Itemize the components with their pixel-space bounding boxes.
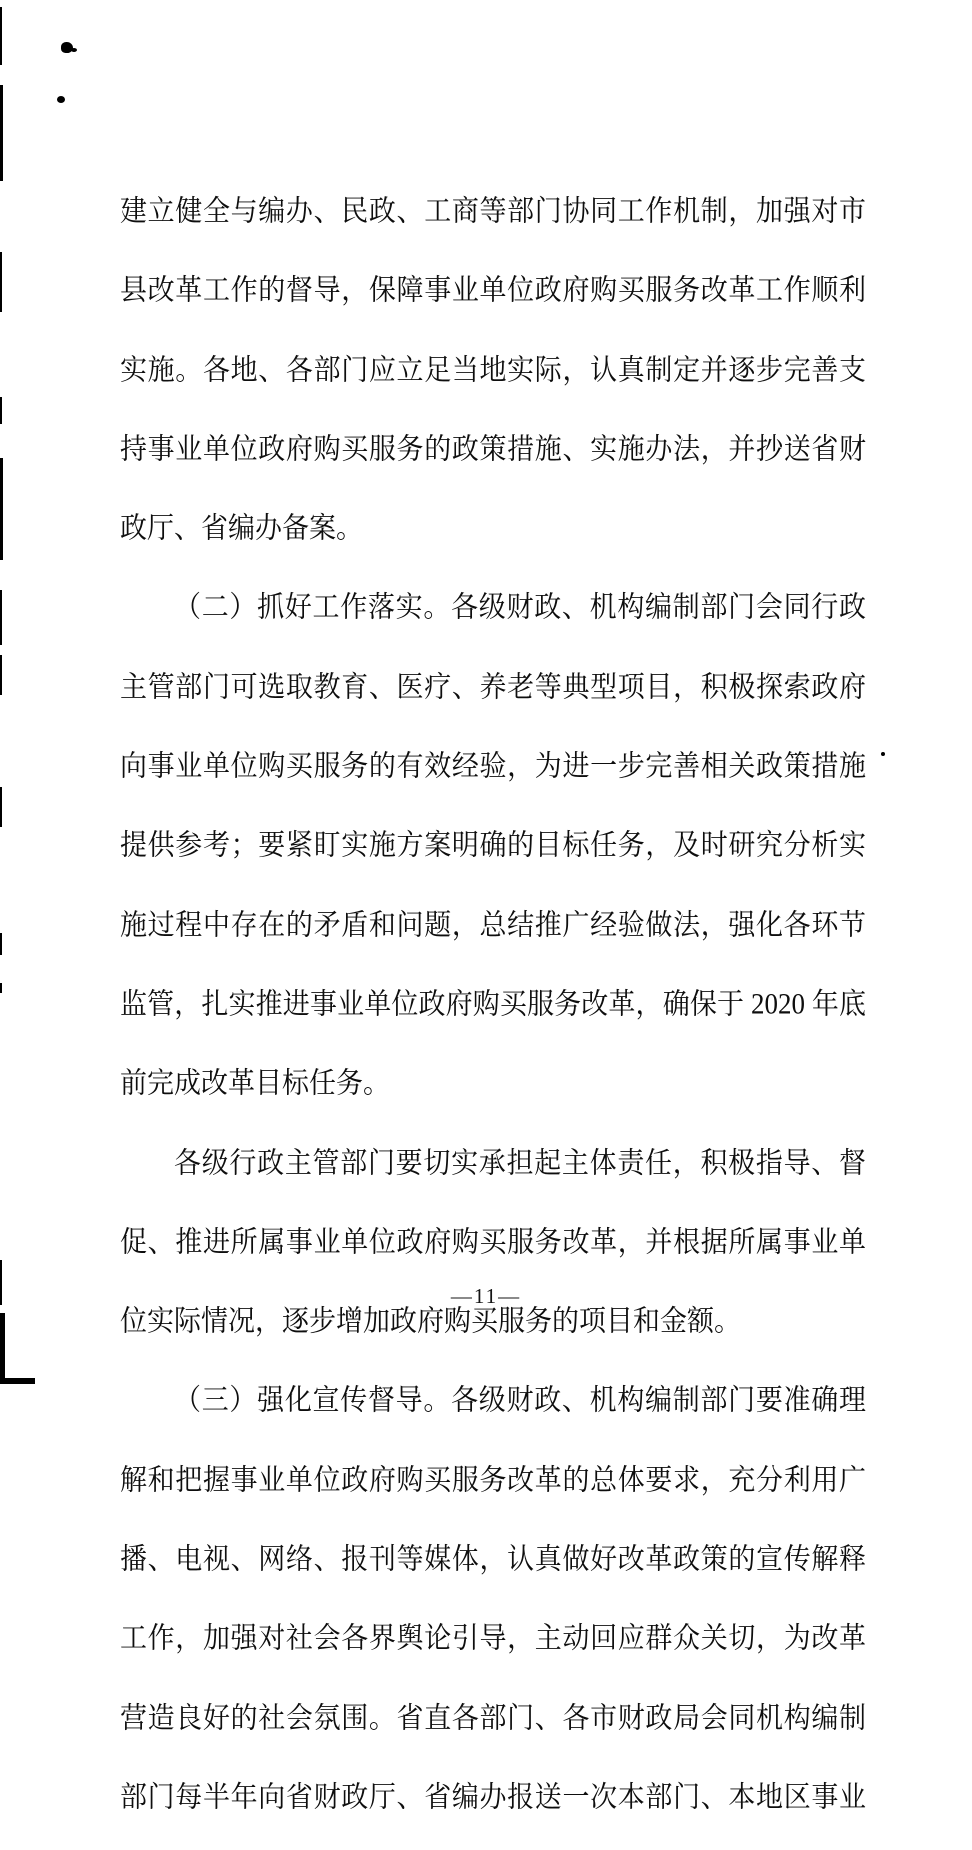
document-body xyxy=(120,158,866,1850)
text-line: 部门每半年向省财政厅、省编办报送一次本部门、本地区事业 xyxy=(120,1780,866,1814)
scan-edge-artifact xyxy=(0,983,2,993)
text-line: 位实际情况，逐步增加政府购买服务的项目和金额。 xyxy=(120,1304,741,1338)
scan-edge-artifact xyxy=(0,590,2,645)
text-line: 促、推进所属事业单位政府购买服务改革，并根据所属事业单 xyxy=(120,1225,866,1259)
text-line: （三）强化宣传督导。各级财政、机构编制部门要准确理 xyxy=(174,1384,866,1417)
scan-edge-artifact xyxy=(0,458,3,560)
text-line: 营造良好的社会氛围。省直各部门、各市财政局会同机构编制 xyxy=(120,1701,866,1734)
ink-speck xyxy=(881,752,885,756)
scan-edge-artifact xyxy=(0,85,3,181)
text-line: 解和把握事业单位政府购买服务改革的总体要求，充分利用广 xyxy=(120,1463,866,1496)
text-line: 县改革工作的督导，保障事业单位政府购买服务改革工作顺利 xyxy=(120,274,866,307)
text-line: 施过程中存在的矛盾和问题，总结推广经验做法，强化各环节 xyxy=(120,908,866,941)
text-line: 播、电视、网络、报刊等媒体，认真做好改革政策的宣传解释 xyxy=(120,1542,866,1576)
scan-edge-artifact xyxy=(0,655,2,695)
text-line: 实施。各地、各部门应立足当地实际，认真制定并逐步完善支 xyxy=(120,353,866,386)
scan-edge-artifact xyxy=(0,7,2,65)
scan-edge-artifact xyxy=(0,397,2,424)
text-line: （二）抓好工作落实。各级财政、机构编制部门会同行政 xyxy=(174,591,866,624)
text-line: 各级行政主管部门要切实承担起主体责任，积极指导、督 xyxy=(174,1146,866,1179)
page-number: —11— xyxy=(450,1284,522,1308)
text-line: 监管，扎实推进事业单位政府购买服务改革，确保于 2020 年底 xyxy=(120,987,866,1021)
text-line: 建立健全与编办、民政、工商等部门协同工作机制，加强对市 xyxy=(120,194,866,228)
scan-edge-artifact xyxy=(0,1378,35,1384)
scan-edge-artifact xyxy=(0,252,2,312)
text-line: 持事业单位政府购买服务的政策措施、实施办法，并抄送省财 xyxy=(120,432,866,466)
scan-edge-artifact xyxy=(0,787,2,827)
scan-edge-artifact xyxy=(0,933,2,955)
text-line: 主管部门可选取教育、医疗、养老等典型项目，积极探索政府 xyxy=(120,670,866,703)
ink-speck xyxy=(57,96,65,103)
text-line: 政厅、省编办备案。 xyxy=(120,511,363,545)
ink-speck xyxy=(71,48,77,52)
text-line: 工作，加强对社会各界舆论引导，主动回应群众关切，为改革 xyxy=(120,1622,866,1655)
text-line: 向事业单位购买服务的有效经验，为进一步完善相关政策措施 xyxy=(120,749,866,783)
text-line: 前完成改革目标任务。 xyxy=(120,1067,390,1100)
text-line: 提供参考；要紧盯实施方案明确的目标任务，及时研究分析实 xyxy=(120,829,866,862)
scan-edge-artifact xyxy=(0,1313,5,1383)
